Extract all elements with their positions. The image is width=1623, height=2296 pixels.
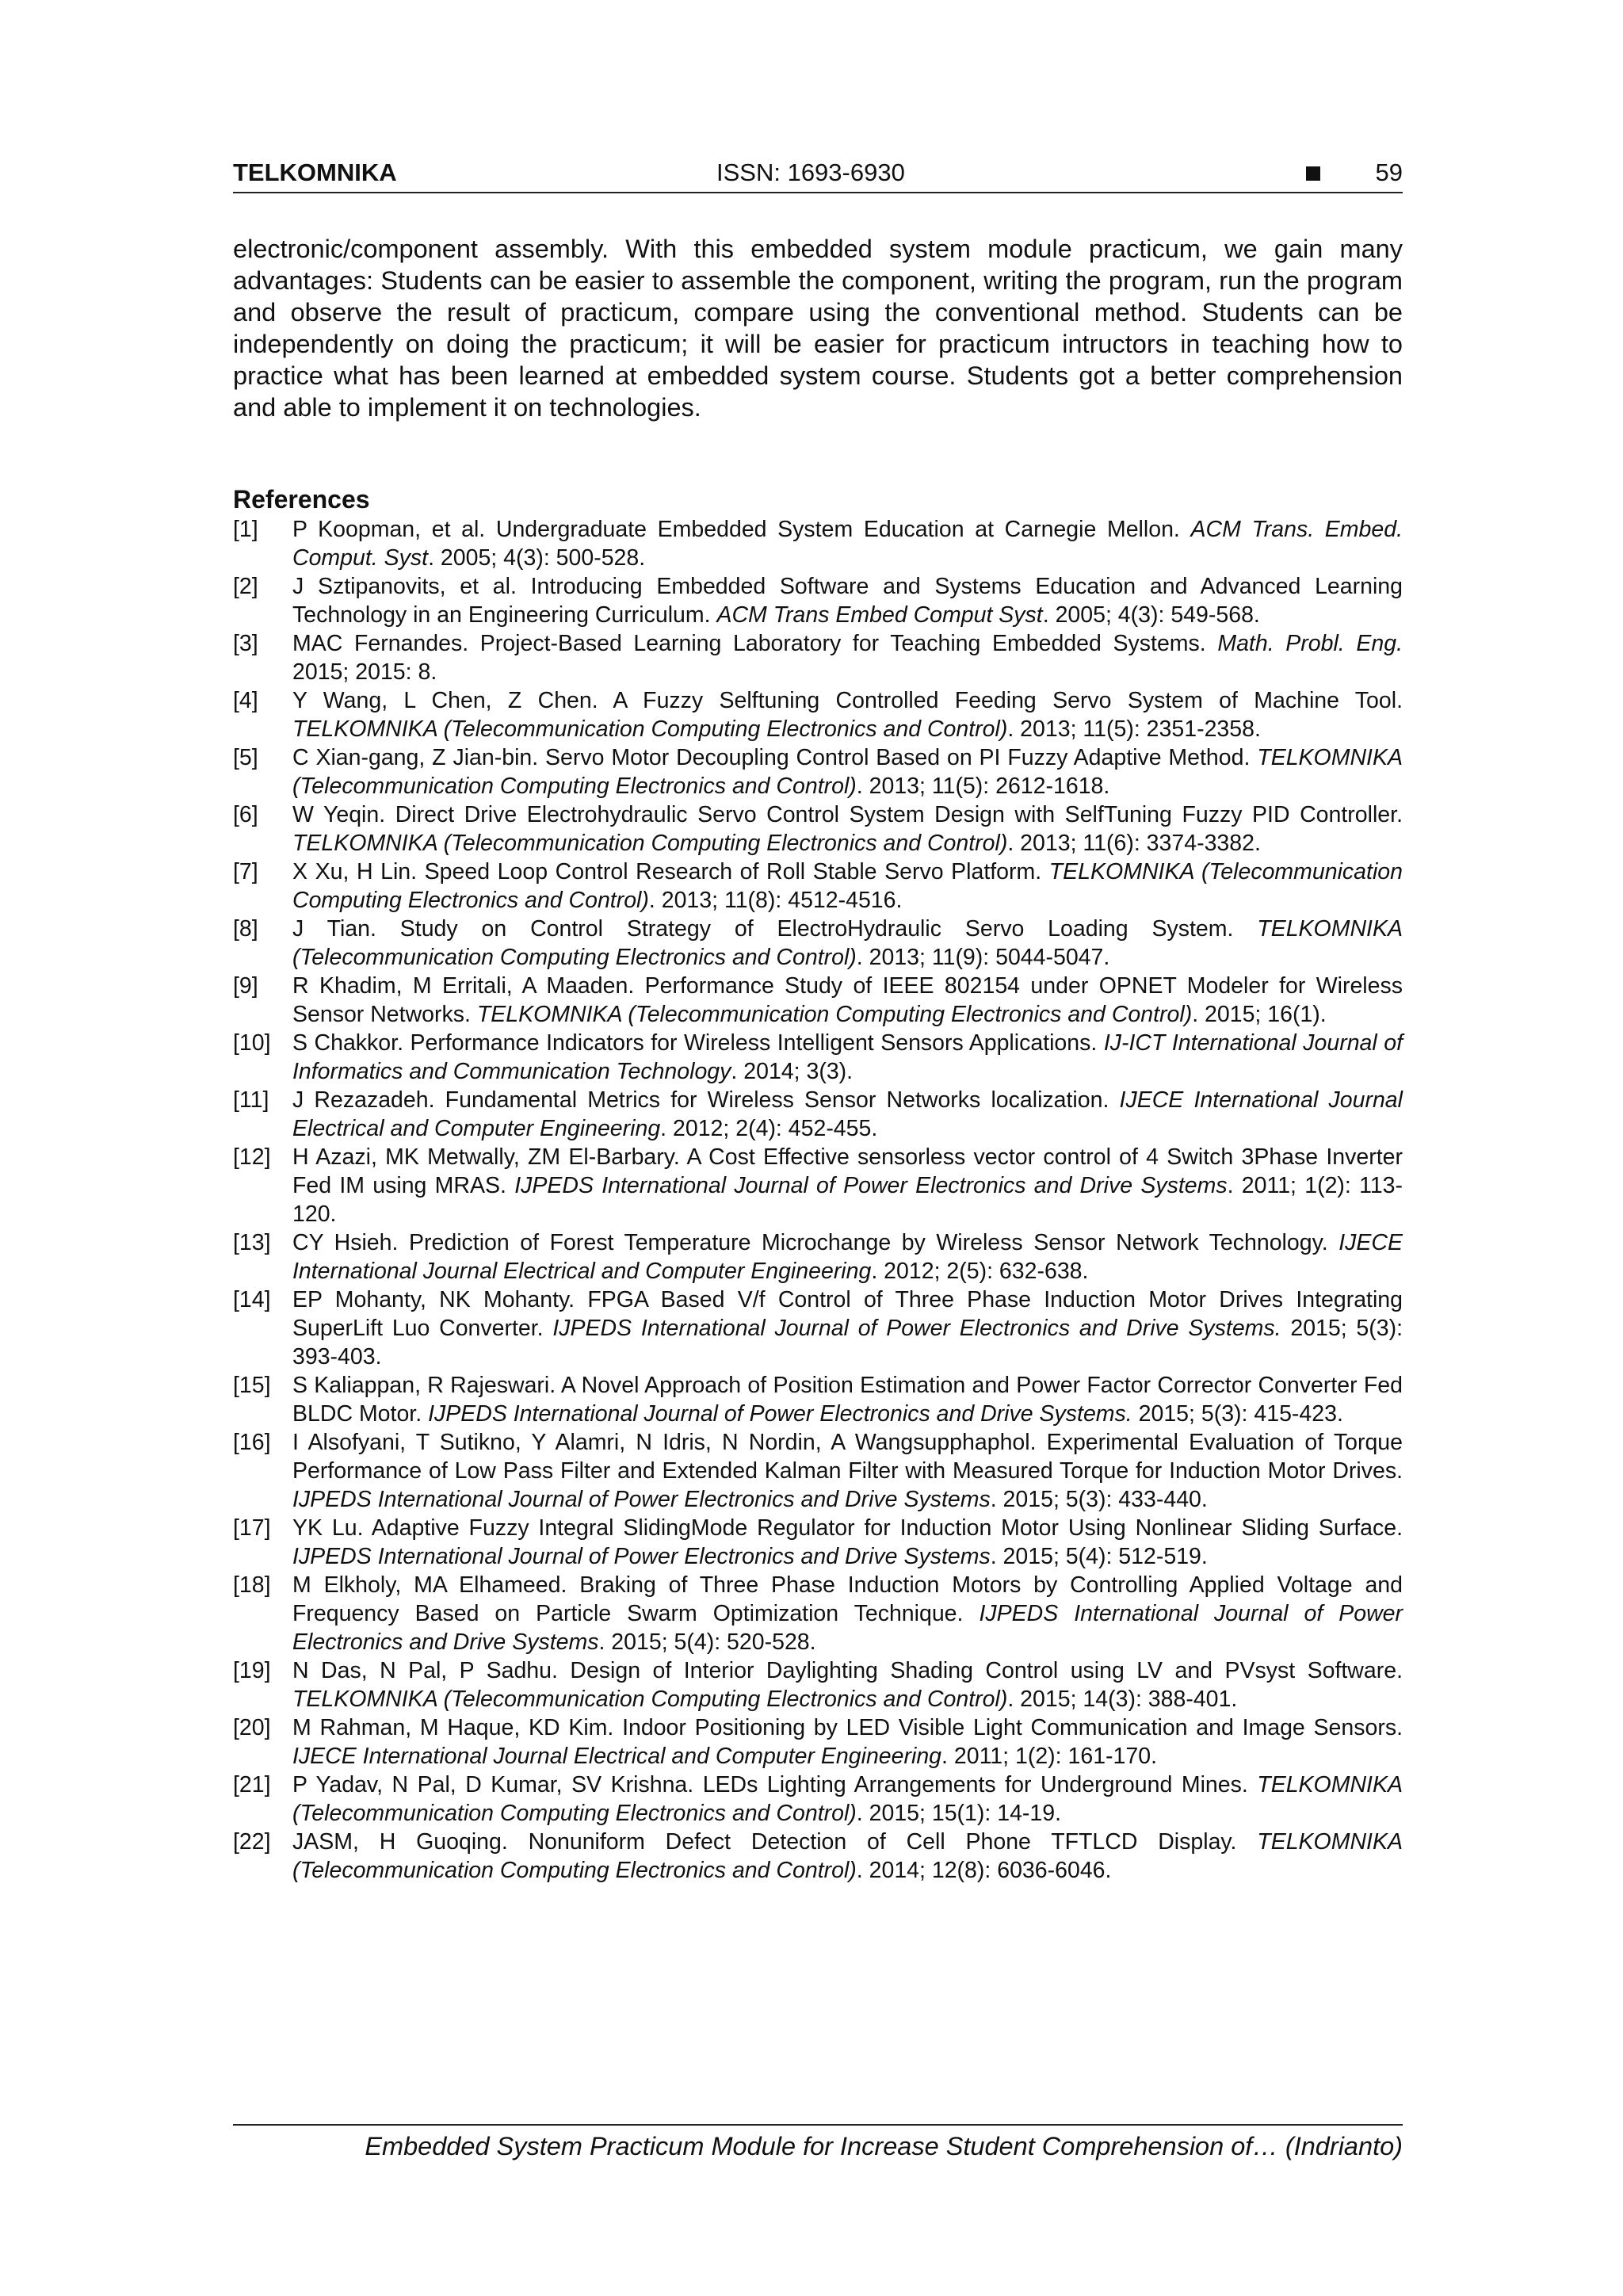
reference-source: TELKOMNIKA (Telecommunication Computing Electronics and Control) bbox=[292, 1687, 1008, 1712]
reference-details: . 2015; 5(4): 512-519. bbox=[990, 1544, 1208, 1569]
reference-text bbox=[292, 1086, 1403, 1143]
reference-authors-title: S Kaliappan, R Rajeswari. A Novel Approach of Position Estimation and Power Factor Corrector Converter Fed BLDC Motor. bbox=[292, 1373, 1403, 1427]
reference-details: . 2005; 4(3): 549-568. bbox=[1042, 602, 1260, 628]
reference-item bbox=[233, 1428, 1403, 1514]
reference-number: [7] bbox=[233, 859, 258, 884]
reference-item bbox=[233, 1656, 1403, 1713]
reference-authors-title: C Xian-gang, Z Jian-bin. Servo Motor Decoupling Control Based on PI Fuzzy Adaptive Method. bbox=[292, 745, 1258, 770]
reference-text bbox=[292, 1143, 1403, 1228]
reference-source: Math. Probl. Eng. bbox=[1217, 631, 1403, 656]
reference-item bbox=[233, 1828, 1403, 1885]
reference-source: TELKOMNIKA (Telecommunication Computing Electronics and Control) bbox=[292, 745, 1403, 799]
reference-number: [13] bbox=[233, 1230, 271, 1255]
reference-number: [2] bbox=[233, 574, 258, 599]
reference-item bbox=[233, 1286, 1403, 1371]
reference-item bbox=[233, 1571, 1403, 1656]
reference-item bbox=[233, 858, 1403, 915]
body-paragraph: electronic/component assembly. With this embedded system module practicum, we gain many advantages: Students can be easier to assemble the component, writing the program, run the program and observe the result of practicum, compare using the conventional method. Students can be independently on doing the practicum; it will be easier for practicum intructors in teaching how to practice what has been learned at embedded system course. Students got a better comprehension and able to implement it on technologies. bbox=[233, 235, 1403, 422]
reference-details: . 2015; 5(3): 433-440. bbox=[990, 1487, 1208, 1512]
reference-number: [16] bbox=[233, 1430, 271, 1455]
reference-text bbox=[292, 1228, 1403, 1286]
reference-number: [21] bbox=[233, 1772, 271, 1797]
reference-text bbox=[292, 1828, 1403, 1885]
reference-text bbox=[292, 915, 1403, 972]
reference-number: [12] bbox=[233, 1144, 271, 1170]
reference-details: . 2015; 16(1). bbox=[1192, 1002, 1327, 1027]
reference-source: TELKOMNIKA (Telecommunication Computing Electronics and Control) bbox=[292, 831, 1008, 856]
page-number: 59 bbox=[1375, 159, 1403, 186]
reference-number: [19] bbox=[233, 1658, 271, 1683]
reference-details: 2015; 2015: 8. bbox=[292, 659, 437, 685]
reference-details: . 2013; 11(9): 5044-5047. bbox=[856, 945, 1110, 970]
reference-authors-title: CY Hsieh. Prediction of Forest Temperature Microchange by Wireless Sensor Network Technology. bbox=[292, 1230, 1339, 1255]
reference-authors-title: X Xu, H Lin. Speed Loop Control Research of Roll Stable Servo Platform. bbox=[292, 859, 1049, 884]
reference-item bbox=[233, 1771, 1403, 1828]
reference-item bbox=[233, 743, 1403, 800]
reference-text bbox=[292, 972, 1403, 1029]
reference-authors-title: P Koopman, et al. Undergraduate Embedded System Education at Carnegie Mellon. bbox=[292, 517, 1191, 542]
reference-details: 2015; 5(3): 393-403. bbox=[292, 1316, 1403, 1370]
reference-authors-title: R Khadim, M Erritali, A Maaden. Performance Study of IEEE 802154 under OPNET Modeler for Wireless Sensor Networks. bbox=[292, 973, 1403, 1027]
reference-number: [17] bbox=[233, 1515, 271, 1541]
reference-source: TELKOMNIKA (Telecommunication Computing Electronics and Control) bbox=[292, 1772, 1403, 1826]
reference-item bbox=[233, 1371, 1403, 1428]
reference-item bbox=[233, 1029, 1403, 1086]
reference-number: [18] bbox=[233, 1572, 271, 1598]
reference-source: ACM Trans. Embed. Comput. Syst bbox=[292, 517, 1403, 571]
reference-authors-title: M Elkholy, MA Elhameed. Braking of Three Phase Induction Motors by Controlling Applied Voltage and Frequency Based on Particle Swarm Optimization Technique. bbox=[292, 1572, 1403, 1626]
reference-item bbox=[233, 686, 1403, 743]
reference-authors-title: MAC Fernandes. Project-Based Learning Laboratory for Teaching Embedded Systems. bbox=[292, 631, 1218, 656]
reference-text bbox=[292, 1428, 1403, 1514]
reference-details: . 2012; 2(4): 452-455. bbox=[660, 1116, 878, 1141]
reference-text bbox=[292, 1571, 1403, 1656]
journal-name: TELKOMNIKA bbox=[233, 159, 397, 186]
reference-text bbox=[292, 515, 1403, 572]
reference-number: [9] bbox=[233, 973, 258, 999]
reference-list bbox=[233, 515, 1403, 1885]
reference-number: [22] bbox=[233, 1829, 271, 1855]
reference-source: TELKOMNIKA (Telecommunication Computing Electronics and Control) bbox=[292, 1829, 1403, 1883]
reference-text bbox=[292, 629, 1403, 686]
reference-details: . 2015; 14(3): 388-401. bbox=[1007, 1687, 1238, 1712]
reference-authors-title: P Yadav, N Pal, D Kumar, SV Krishna. LEDs Lighting Arrangements for Underground Mines. bbox=[292, 1772, 1258, 1797]
reference-number: [4] bbox=[233, 688, 258, 713]
footer-divider bbox=[233, 2124, 1403, 2126]
reference-text bbox=[292, 1771, 1403, 1828]
reference-details: . 2014; 12(8): 6036-6046. bbox=[856, 1858, 1112, 1883]
reference-authors-title: YK Lu. Adaptive Fuzzy Integral SlidingMode Regulator for Induction Motor Using Nonlinear Sliding Surface. bbox=[292, 1515, 1403, 1541]
reference-authors-title: W Yeqin. Direct Drive Electrohydraulic Servo Control System Design with SelfTuning Fuzzy PID Controller. bbox=[292, 802, 1403, 827]
reference-source: TELKOMNIKA (Telecommunication Computing Electronics and Control) bbox=[292, 916, 1403, 970]
reference-source: IJPEDS International Journal of Power Electronics and Drive Systems bbox=[514, 1173, 1228, 1198]
reference-text bbox=[292, 1371, 1403, 1428]
reference-authors-title: J Tian. Study on Control Strategy of ElectroHydraulic Servo Loading System. bbox=[292, 916, 1258, 942]
reference-details: 2015; 5(3): 415-423. bbox=[1132, 1401, 1343, 1427]
reference-item bbox=[233, 1228, 1403, 1286]
reference-details: . 2015; 5(4): 520-528. bbox=[598, 1629, 816, 1655]
reference-number: [14] bbox=[233, 1287, 271, 1312]
reference-source: ACM Trans Embed Comput Syst bbox=[716, 602, 1043, 628]
reference-details: . 2005; 4(3): 500-528. bbox=[428, 545, 646, 571]
issn: ISSN: 1693-6930 bbox=[716, 159, 905, 186]
reference-authors-title: EP Mohanty, NK Mohanty. FPGA Based V/f Control of Three Phase Induction Motor Drives Integrating SuperLift Luo Converter. bbox=[292, 1287, 1403, 1341]
reference-source: IJECE International Journal Electrical and Computer Engineering bbox=[292, 1087, 1403, 1141]
reference-text bbox=[292, 686, 1403, 743]
reference-text bbox=[292, 1713, 1403, 1771]
reference-number: [11] bbox=[233, 1087, 269, 1113]
reference-source: IJ-ICT International Journal of Informatics and Communication Technology bbox=[292, 1030, 1403, 1084]
reference-item bbox=[233, 629, 1403, 686]
running-title: Embedded System Practicum Module for Increase Student Comprehension of… (Indrianto) bbox=[365, 2132, 1403, 2160]
reference-text bbox=[292, 800, 1403, 858]
square-bullet-icon bbox=[1306, 166, 1320, 181]
reference-authors-title: S Chakkor. Performance Indicators for Wireless Intelligent Sensors Applications. bbox=[292, 1030, 1104, 1056]
reference-details: . 2012; 2(5): 632-638. bbox=[871, 1259, 1089, 1284]
reference-details: . 2014; 3(3). bbox=[731, 1059, 854, 1084]
reference-number: [20] bbox=[233, 1715, 271, 1740]
reference-source: IJECE International Journal Electrical and Computer Engineering bbox=[292, 1230, 1403, 1284]
reference-number: [15] bbox=[233, 1373, 271, 1398]
reference-source: IJPEDS International Journal of Power Electronics and Drive Systems bbox=[292, 1487, 991, 1512]
reference-source: TELKOMNIKA (Telecommunication Computing Electronics and Control) bbox=[292, 716, 1008, 742]
reference-number: [1] bbox=[233, 517, 258, 542]
reference-details: . 2013; 11(6): 3374-3382. bbox=[1007, 831, 1261, 856]
reference-item bbox=[233, 1713, 1403, 1771]
reference-number: [10] bbox=[233, 1030, 271, 1056]
reference-item bbox=[233, 800, 1403, 858]
reference-item bbox=[233, 972, 1403, 1029]
reference-source: IJPEDS International Journal of Power Electronics and Drive Systems. bbox=[428, 1401, 1132, 1427]
reference-number: [6] bbox=[233, 802, 258, 827]
reference-details: . 2013; 11(8): 4512-4516. bbox=[648, 888, 903, 913]
reference-source: IJPEDS International Journal of Power Electronics and Drive Systems. bbox=[552, 1316, 1281, 1341]
page-header bbox=[233, 155, 1403, 193]
reference-item bbox=[233, 572, 1403, 629]
reference-authors-title: J Rezazadeh. Fundamental Metrics for Wireless Sensor Networks localization. bbox=[292, 1087, 1120, 1113]
reference-details: . 2015; 15(1): 14-19. bbox=[856, 1801, 1062, 1826]
reference-details: . 2011; 1(2): 113-120. bbox=[292, 1173, 1403, 1227]
reference-number: [5] bbox=[233, 745, 258, 770]
reference-details: . 2011; 1(2): 161-170. bbox=[941, 1744, 1158, 1769]
references-heading: References bbox=[233, 485, 370, 514]
reference-text bbox=[292, 1514, 1403, 1571]
reference-authors-title: Y Wang, L Chen, Z Chen. A Fuzzy Selftuning Controlled Feeding Servo System of Machine Tool. bbox=[292, 688, 1403, 713]
reference-text bbox=[292, 858, 1403, 915]
reference-source: TELKOMNIKA (Telecommunication Computing Electronics and Control) bbox=[292, 859, 1403, 913]
reference-text bbox=[292, 743, 1403, 800]
reference-authors-title: JASM, H Guoqing. Nonuniform Defect Detection of Cell Phone TFTLCD Display. bbox=[292, 1829, 1258, 1855]
reference-text bbox=[292, 1029, 1403, 1086]
reference-item bbox=[233, 515, 1403, 572]
reference-text bbox=[292, 1286, 1403, 1371]
reference-details: . 2013; 11(5): 2612-1618. bbox=[856, 774, 1110, 799]
reference-authors-title: I Alsofyani, T Sutikno, Y Alamri, N Idris, N Nordin, A Wangsupphaphol. Experimental Evaluation of Torque Performance of Low Pass Filter and Extended Kalman Filter with Measured Torque for Induction Motor Drives. bbox=[292, 1430, 1403, 1484]
reference-item bbox=[233, 1514, 1403, 1571]
reference-item bbox=[233, 1143, 1403, 1228]
reference-item bbox=[233, 1086, 1403, 1143]
reference-authors-title: M Rahman, M Haque, KD Kim. Indoor Positioning by LED Visible Light Communication and Image Sensors. bbox=[292, 1715, 1403, 1740]
reference-authors-title: H Azazi, MK Metwally, ZM El-Barbary. A Cost Effective sensorless vector control of 4 Switch 3Phase Inverter Fed IM using MRAS. bbox=[292, 1144, 1403, 1198]
reference-number: [8] bbox=[233, 916, 258, 942]
reference-source: TELKOMNIKA (Telecommunication Computing Electronics and Control) bbox=[476, 1002, 1193, 1027]
reference-authors-title: J Sztipanovits, et al. Introducing Embedded Software and Systems Education and Advanced Learning Technology in an Engineering Curriculum. bbox=[292, 574, 1403, 628]
reference-item bbox=[233, 915, 1403, 972]
reference-text bbox=[292, 1656, 1403, 1713]
reference-details: . 2013; 11(5): 2351-2358. bbox=[1007, 716, 1261, 742]
reference-authors-title: N Das, N Pal, P Sadhu. Design of Interior Daylighting Shading Control using LV and PVsyst Software. bbox=[292, 1658, 1403, 1683]
reference-number: [3] bbox=[233, 631, 258, 656]
reference-source: IJPEDS International Journal of Power Electronics and Drive Systems bbox=[292, 1544, 991, 1569]
reference-text bbox=[292, 572, 1403, 629]
reference-source: IJECE International Journal Electrical and Computer Engineering bbox=[292, 1744, 942, 1769]
reference-source: IJPEDS International Journal of Power Electronics and Drive Systems bbox=[292, 1601, 1403, 1655]
